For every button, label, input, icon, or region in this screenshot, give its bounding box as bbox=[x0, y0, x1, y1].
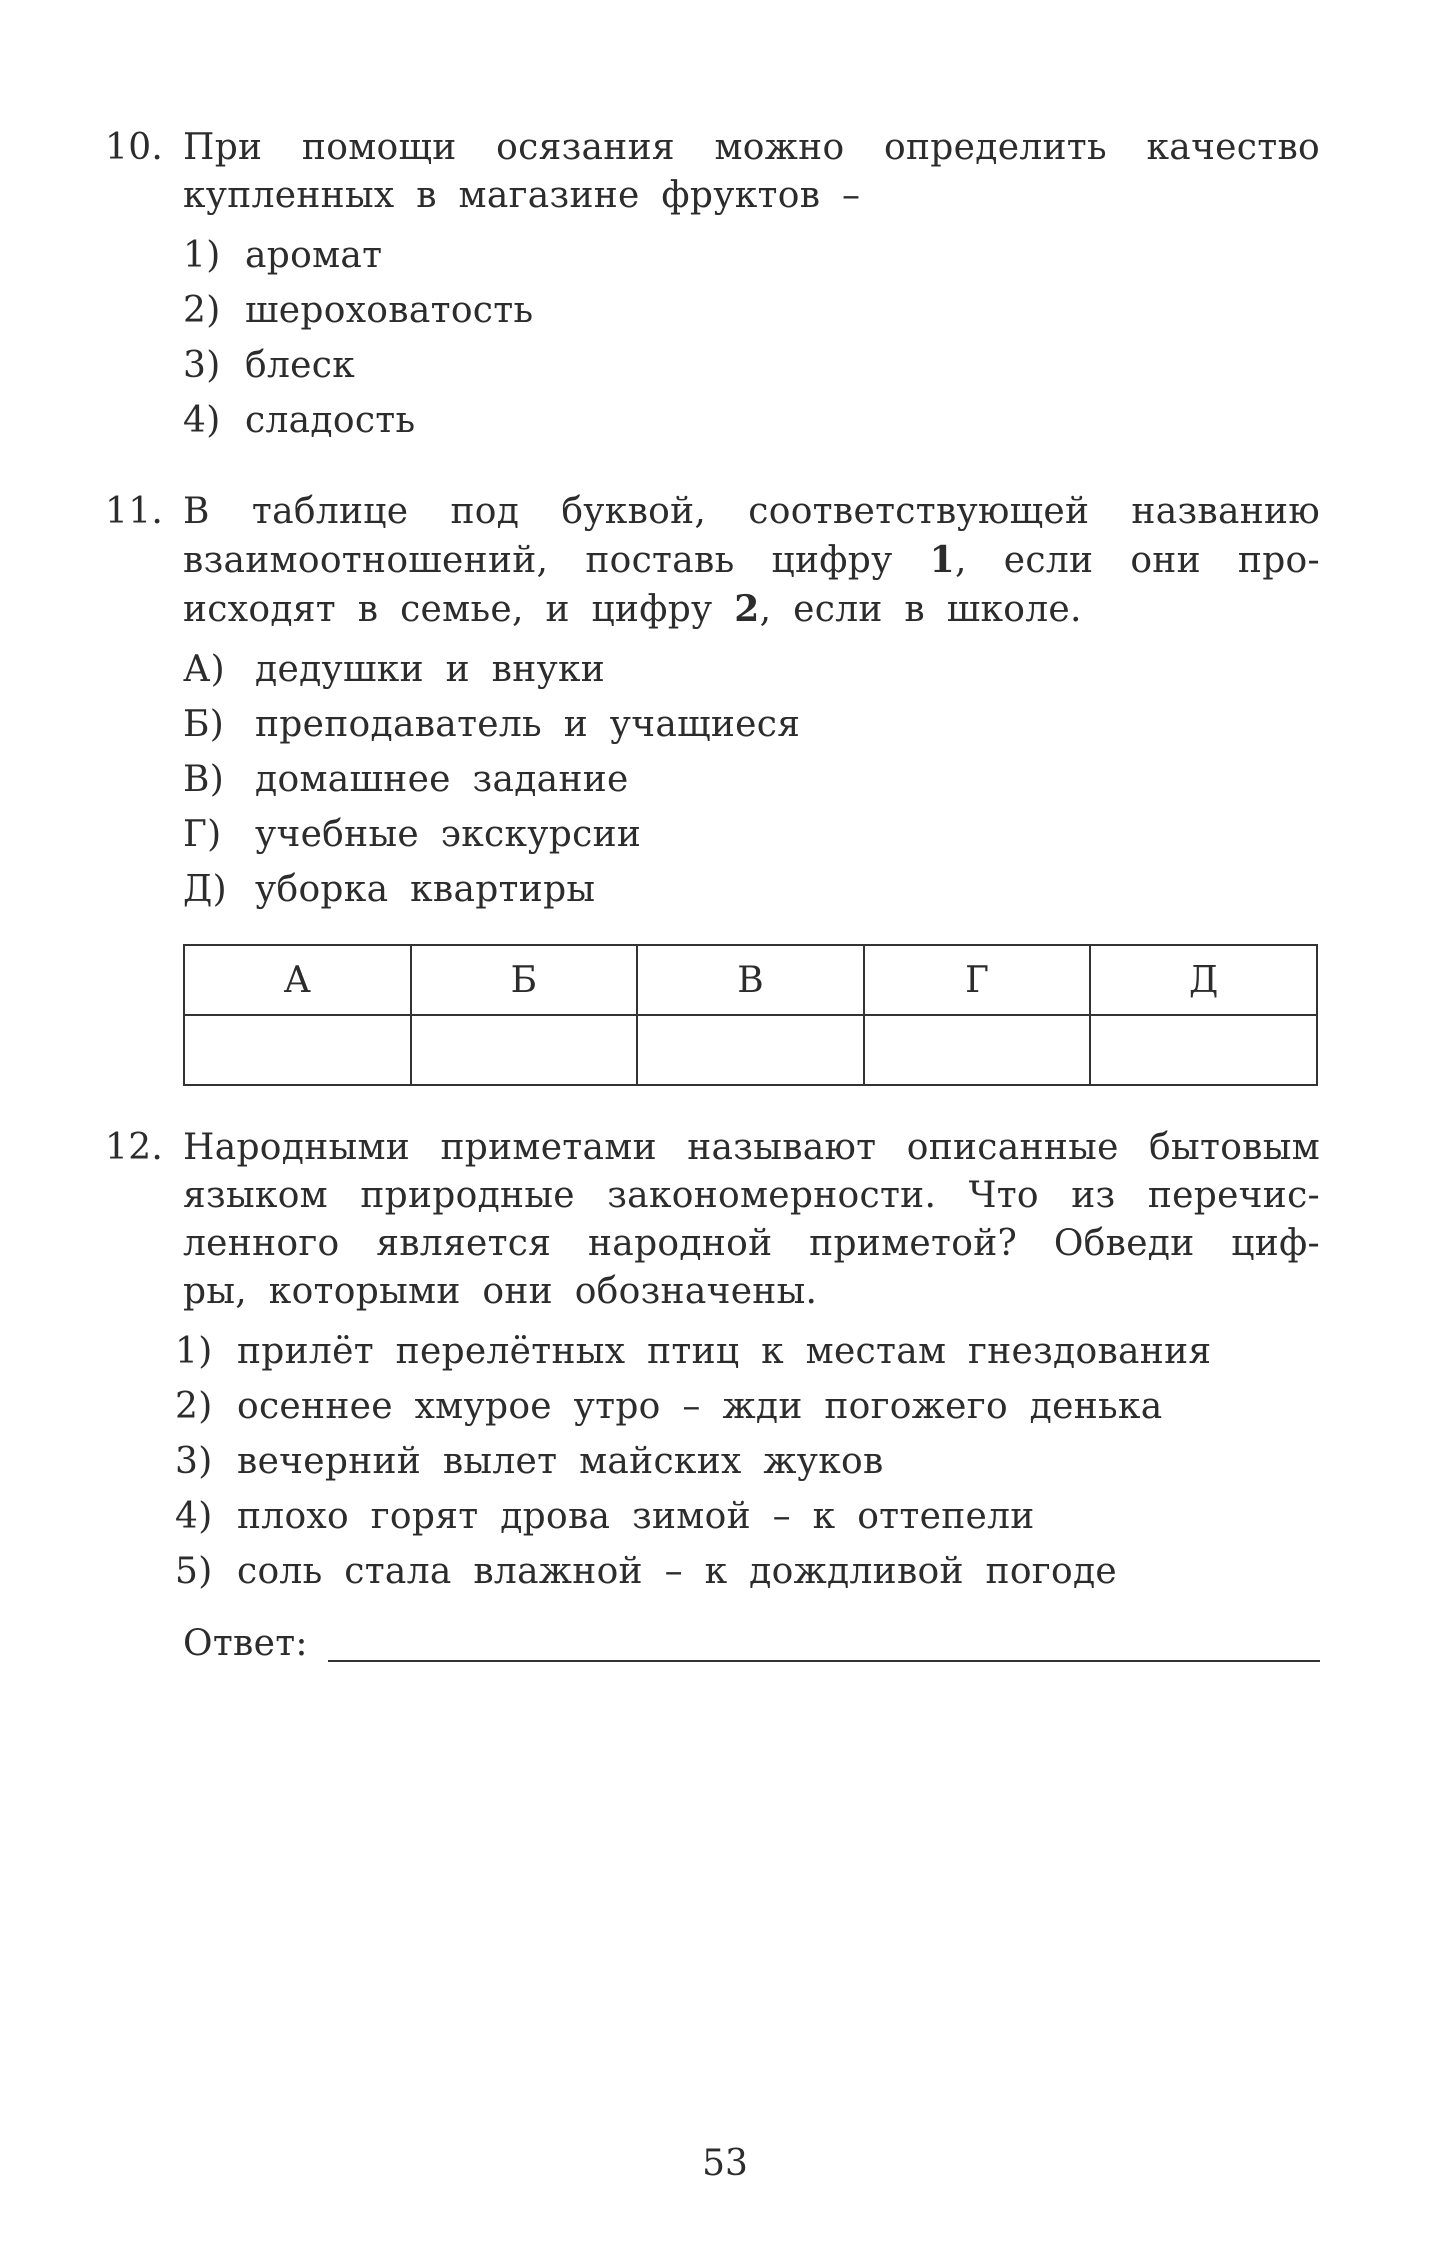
answer-label: Ответ: bbox=[183, 1623, 308, 1664]
option-number: 3) bbox=[183, 345, 221, 386]
table-header-cell: Б bbox=[411, 945, 638, 1015]
option-item bbox=[183, 697, 1320, 752]
option-item bbox=[183, 807, 1320, 862]
option-text: учебные экскурсии bbox=[255, 814, 642, 855]
option-text: дедушки и внуки bbox=[255, 649, 606, 690]
option-number: 1) bbox=[183, 235, 221, 276]
option-letter: В) bbox=[183, 759, 225, 800]
answer-cell[interactable] bbox=[1090, 1015, 1317, 1085]
question-line: В таблице под буквой, соответствующей названию bbox=[183, 491, 1320, 532]
option-item[interactable] bbox=[183, 283, 1320, 338]
task-11-options bbox=[105, 642, 1320, 917]
table-answer-row bbox=[184, 1015, 1317, 1085]
table-header-cell: Г bbox=[864, 945, 1091, 1015]
option-text: уборка квартиры bbox=[255, 869, 596, 910]
task-number: 12. bbox=[105, 1127, 164, 1168]
option-text: прилёт перелётных птиц к местам гнездования bbox=[237, 1331, 1212, 1372]
option-number: 4) bbox=[183, 400, 221, 441]
option-letter: А) bbox=[183, 649, 225, 690]
option-item[interactable] bbox=[183, 393, 1320, 448]
answer-cell[interactable] bbox=[411, 1015, 638, 1085]
option-letter: Г) bbox=[183, 814, 222, 855]
page-number: 53 bbox=[702, 2143, 748, 2184]
option-item[interactable] bbox=[183, 228, 1320, 283]
question-line: купленных в магазине фруктов – bbox=[183, 175, 861, 216]
answer-table bbox=[183, 944, 1318, 1086]
table-header-row bbox=[184, 945, 1317, 1015]
task-12-question bbox=[105, 1124, 1320, 1316]
option-letter: Д) bbox=[183, 869, 227, 910]
option-item bbox=[183, 642, 1320, 697]
question-line: взаимоотношений, поставь цифру 1, если они про- bbox=[183, 539, 1320, 581]
option-text: сладость bbox=[245, 400, 416, 441]
option-text: преподаватель и учащиеся bbox=[255, 704, 801, 745]
table-header-cell: В bbox=[637, 945, 864, 1015]
answer-line[interactable] bbox=[328, 1648, 1320, 1662]
option-text: плохо горят дрова зимой – к оттепели bbox=[237, 1496, 1035, 1537]
option-text: шероховатость bbox=[245, 290, 534, 331]
option-item bbox=[183, 862, 1320, 917]
option-number: 4) bbox=[175, 1496, 213, 1537]
question-line: Народными приметами называют описанные бытовым bbox=[183, 1127, 1320, 1168]
question-line: исходят в семье, и цифру 2, если в школе. bbox=[183, 588, 1082, 630]
option-number: 3) bbox=[175, 1441, 213, 1482]
task-number: 10. bbox=[105, 127, 164, 168]
option-item[interactable] bbox=[175, 1379, 1320, 1434]
option-text: домашнее задание bbox=[255, 759, 629, 800]
option-item bbox=[183, 752, 1320, 807]
task-10-options bbox=[105, 228, 1320, 448]
task-12 bbox=[105, 1124, 1320, 1599]
answer-cell[interactable] bbox=[184, 1015, 411, 1085]
option-text: вечерний вылет майских жуков bbox=[237, 1441, 884, 1482]
task-11-question bbox=[105, 488, 1320, 634]
option-text: осеннее хмурое утро – жди погожего денька bbox=[237, 1386, 1163, 1427]
option-item[interactable] bbox=[175, 1489, 1320, 1544]
task-10-question bbox=[105, 124, 1320, 220]
option-item[interactable] bbox=[175, 1324, 1320, 1379]
question-line: ры, которыми они обозначены. bbox=[183, 1271, 818, 1312]
option-number: 2) bbox=[175, 1386, 213, 1427]
option-text: блеск bbox=[245, 345, 356, 386]
option-number: 5) bbox=[175, 1551, 213, 1592]
answer-field[interactable] bbox=[183, 1618, 1320, 1668]
option-text: соль стала влажной – к дождливой погоде bbox=[237, 1551, 1118, 1592]
table-header-cell: Д bbox=[1090, 945, 1317, 1015]
task-11 bbox=[105, 488, 1320, 917]
answer-cell[interactable] bbox=[637, 1015, 864, 1085]
answer-cell[interactable] bbox=[864, 1015, 1091, 1085]
question-line: При помощи осязания можно определить качество bbox=[183, 127, 1320, 168]
question-line: ленного является народной приметой? Обведи циф- bbox=[183, 1223, 1320, 1264]
option-item[interactable] bbox=[175, 1434, 1320, 1489]
option-letter: Б) bbox=[183, 704, 225, 745]
table-header-cell: А bbox=[184, 945, 411, 1015]
task-10 bbox=[105, 124, 1320, 448]
option-number: 2) bbox=[183, 290, 221, 331]
option-number: 1) bbox=[175, 1331, 213, 1372]
option-text: аромат bbox=[245, 235, 383, 276]
task-12-options bbox=[105, 1324, 1320, 1599]
option-item[interactable] bbox=[175, 1544, 1320, 1599]
question-line: языком природные закономерности. Что из перечис- bbox=[183, 1175, 1320, 1216]
option-item[interactable] bbox=[183, 338, 1320, 393]
task-number: 11. bbox=[105, 491, 164, 532]
